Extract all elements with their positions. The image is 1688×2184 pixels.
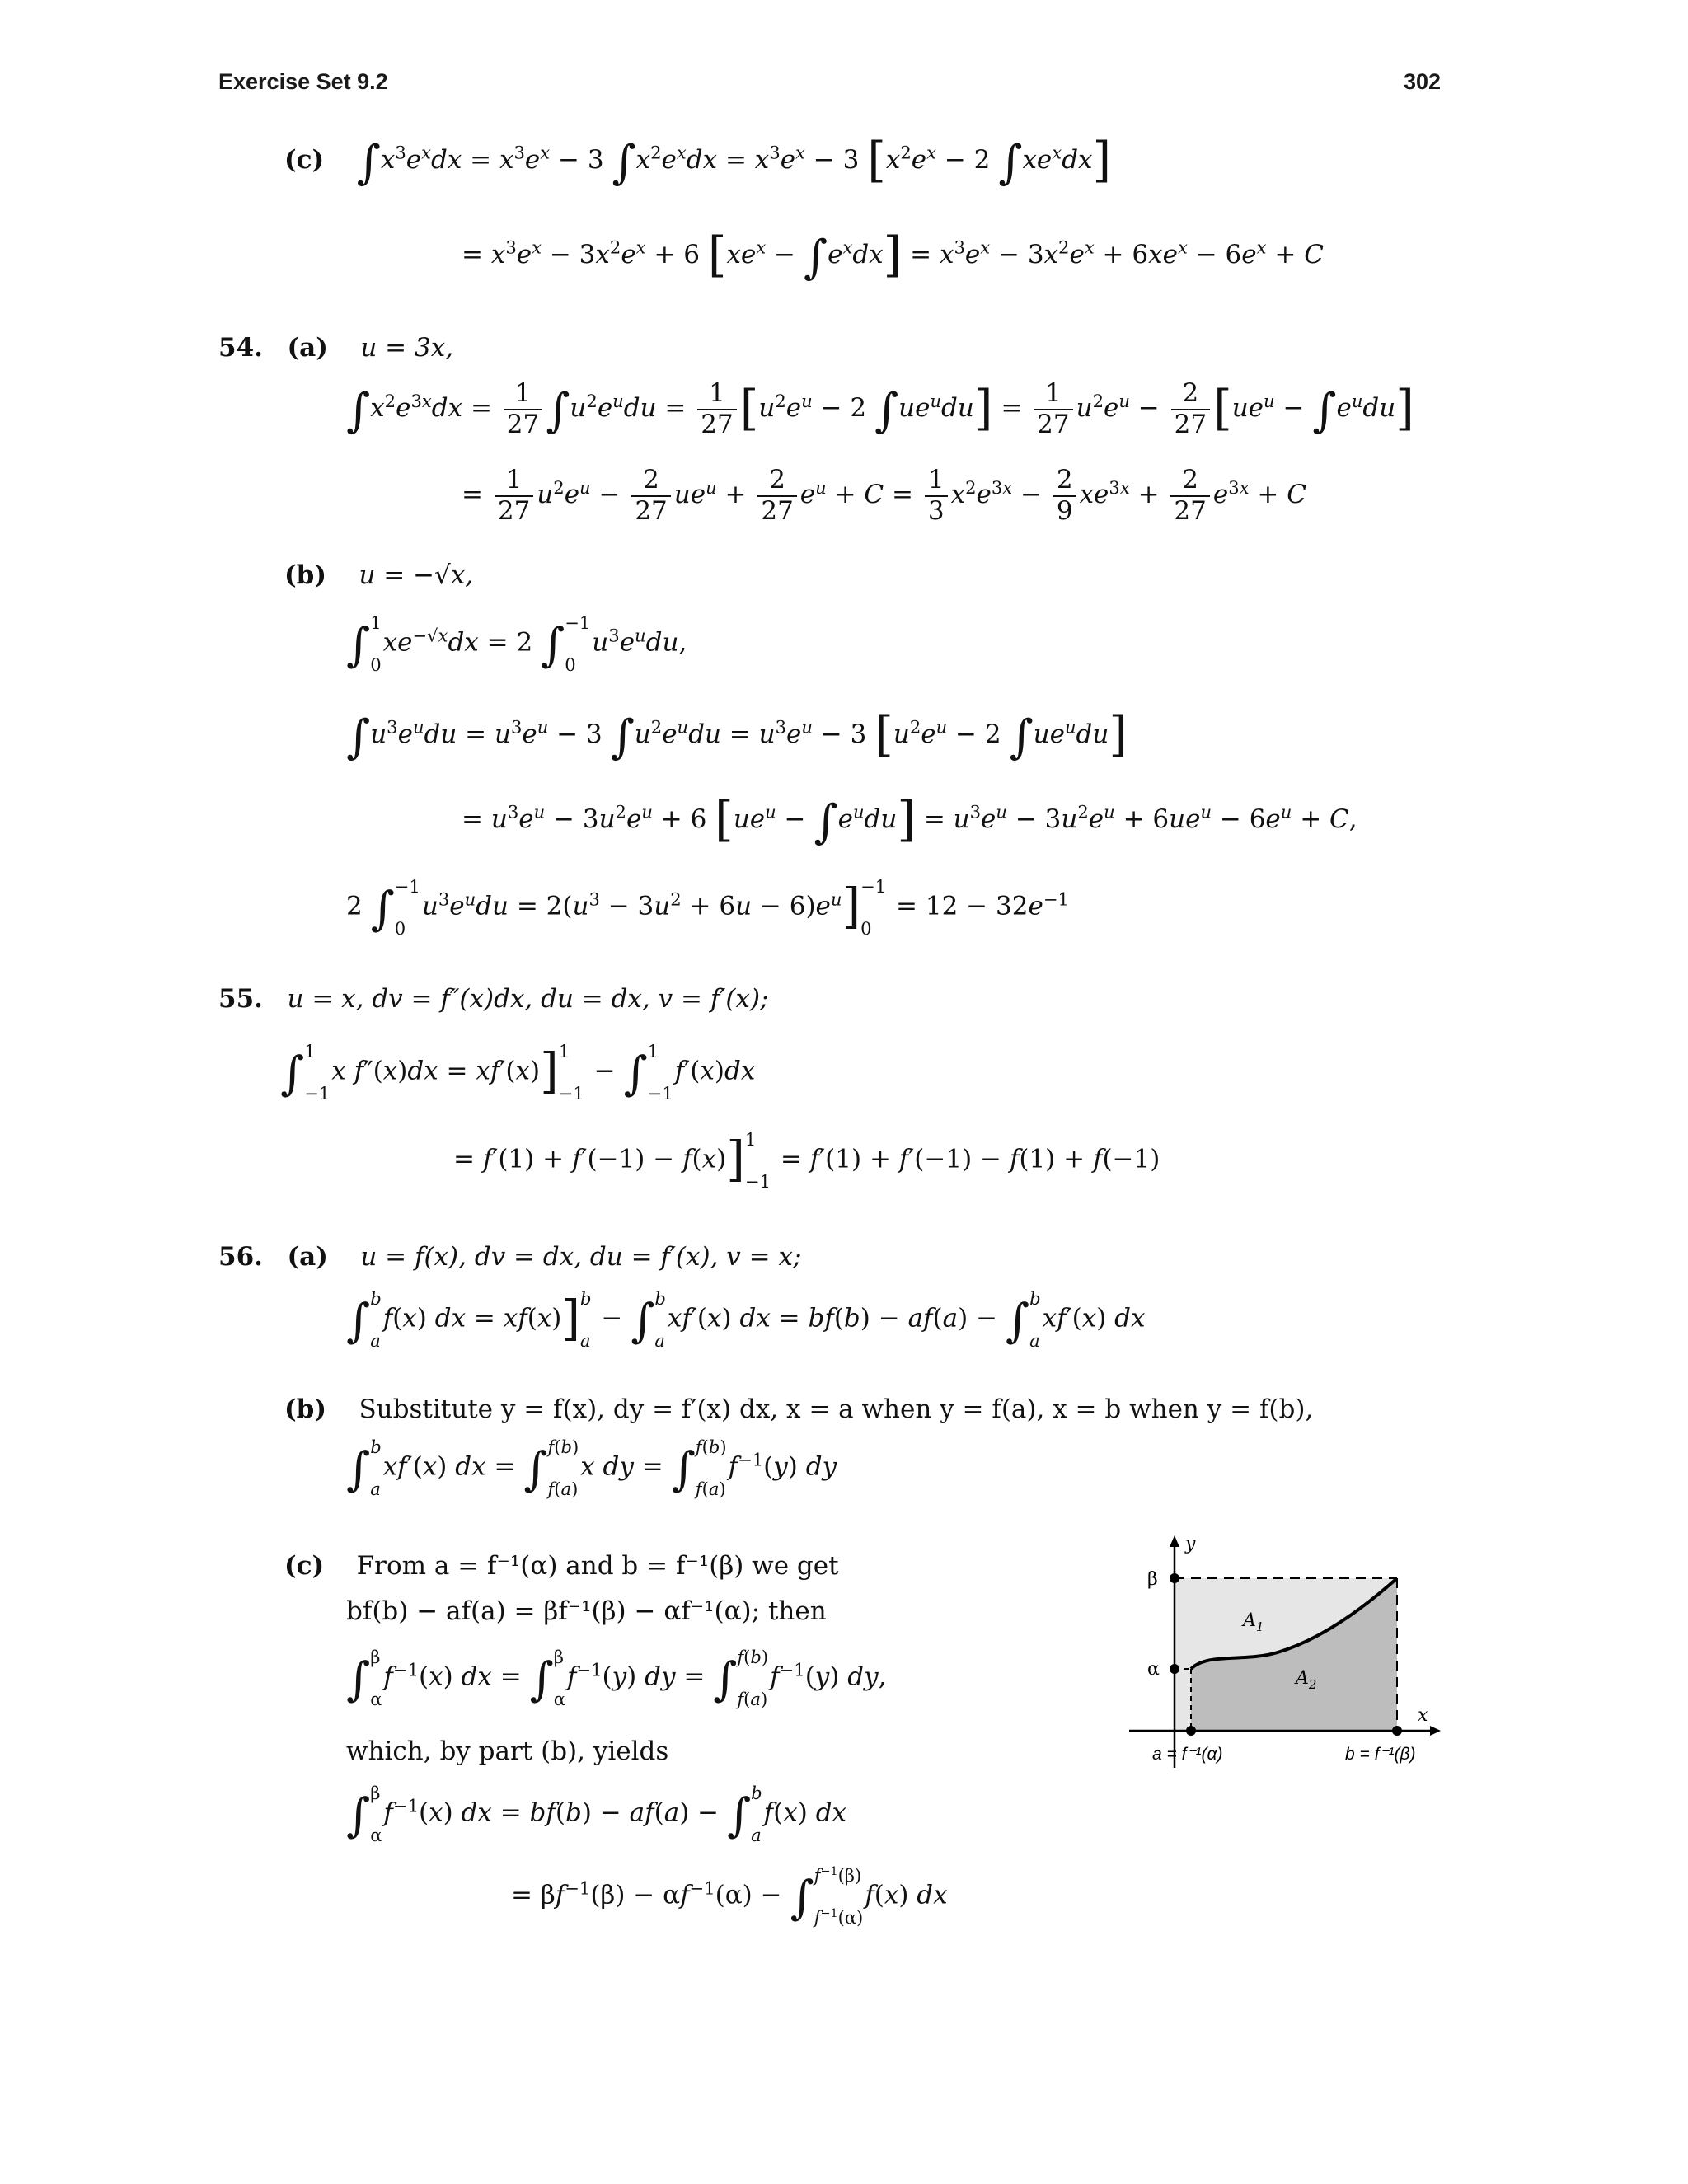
beta-point <box>1170 1573 1179 1583</box>
p54b-line3: = $u^3e^u - 3u^2e^u + 6$ $[ue^u - \int e^udu] = u^3e^u - 3u^2e^u + 6ue^u - 6e^u + C$, <box>462 791 1357 849</box>
a1-label: $A_1$ <box>1243 1610 1264 1634</box>
p56c-heading <box>284 1549 839 1582</box>
y-axis-label: y <box>1185 1534 1196 1554</box>
y-axis-arrow-icon <box>1170 1535 1179 1547</box>
running-header-title: Exercise Set 9.2 <box>218 69 388 94</box>
p54b-heading <box>284 559 473 592</box>
x-axis-label: x <box>1418 1705 1428 1726</box>
p54a-line2: = $\frac{1}{27}$ $u^2e^u$ − $\frac{2}{27}$ $ue^u$ + $\frac{2}{27}$ $e^u + C$ = $\frac{1}{3}$ $x^2e^{3x}$ − $\frac{2}{9}$ $xe^{3x}$ + $\frac{2}{27}$ $e^{3x} + C$ <box>462 465 1306 526</box>
p55-heading <box>218 982 769 1015</box>
p56c-text2: bf(b) − af(a) = βf⁻¹(β) − αf⁻¹(α); then <box>346 1596 827 1626</box>
p56c-text1: From a = f⁻¹(α) and b = f⁻¹(β) we get <box>356 1551 839 1581</box>
p54b-line2: $\int u^3e^udu = u^3e^u - 3$ $\int u^2e^udu = u^3e^u - 3$ [$u^2e^u - 2$ $\int ue^udu$] <box>346 706 1128 764</box>
p54a-label: (a) <box>287 333 328 363</box>
p56a-label: (a) <box>287 1242 328 1272</box>
p56-heading <box>218 1240 801 1273</box>
p56b-text: Substitute y = f(x), dy = f′(x) dx, x = a when y = f(a), x = b when y = f(b), <box>359 1394 1314 1424</box>
p56a-substitution: u = f(x), dv = dx, du = f′(x), v = x; <box>360 1242 802 1272</box>
p53c-line2: = $x^3e^x - 3x^2e^x + 6$ $[xe^x - \int e^xdx] = x^3e^x - 3x^2e^x + 6xe^x - 6e^x + C$ <box>462 227 1324 284</box>
p53c-label: (c) <box>284 145 325 175</box>
p56b-heading <box>284 1393 1313 1426</box>
p54b-line4: 2 ∫ −1 0 $u^3e^udu = 2(u^3 - 3u^2 + 6u - 6)e^u$] −1 0 = $12 - 32e^{-1}$ <box>346 876 1069 940</box>
inverse-function-area-figure <box>1129 1529 1442 1768</box>
p54b-line1: ∫ 1 0 $xe^{-√x}dx = 2$ ∫ −1 0 $u^3e^udu$, <box>346 612 687 676</box>
problem-number-56: 56. <box>218 1242 263 1272</box>
p56c-line1: ∫ β α $f^{-1}(x)$ dx = ∫ β α $f^{-1}(y)$ dy = ∫ f(b) f(a) $f^{-1}(y)$ dy, <box>346 1647 887 1710</box>
p56b-line1: ∫ b a xf′(x) dx = ∫ f(b) f(a) x dy = ∫ f(b) f(a) $f^{-1}(y)$ dy <box>346 1436 837 1500</box>
problem-number-55: 55. <box>218 984 263 1014</box>
a-axis-label: a = f⁻¹(α) <box>1152 1745 1223 1764</box>
p54a-line1: $\int x^2e^{3x}dx$ = $\frac{1}{27}$ $\int u^2e^udu$ = $\frac{1}{27}$ [$u^2e^u - 2$ $\int ue^udu$] = $\frac{1}{27}$ $u^2e^u$ − $\frac{2}{27}$ $[ue^u - \int e^udu]$ <box>346 378 1414 439</box>
p54a-substitution: u = 3x, <box>360 333 454 363</box>
p56c-line2: ∫ β α $f^{-1}(x)$ dx = bf(b) − af(a) − ∫ b a f(x) dx <box>346 1783 847 1846</box>
x-axis-arrow-icon <box>1430 1726 1441 1736</box>
p56b-label: (b) <box>284 1394 327 1424</box>
p55-line1: ∫ 1 −1 x f″(x)dx = xf′(x)] 1 −1 − ∫ 1 −1 f′(x)dx <box>280 1041 756 1104</box>
alpha-point <box>1170 1664 1179 1674</box>
p56c-line3: = $\beta f^{-1}(\beta) - \alpha f^{-1}(\alpha)$ − ∫ $f^{-1}(\beta)$ $f^{-1}(\alpha)$ f(x) dx <box>511 1864 948 1929</box>
p56c-text3: which, by part (b), yields <box>346 1736 669 1766</box>
a-point <box>1186 1726 1196 1736</box>
problem-number-54: 54. <box>218 333 263 363</box>
p54b-label: (b) <box>284 560 327 590</box>
b-axis-label: b = f⁻¹(β) <box>1345 1745 1416 1764</box>
p56c-text3-line <box>346 1735 668 1768</box>
p56c-label: (c) <box>284 1551 325 1581</box>
p55-substitution: u = x, dv = f″(x)dx, du = dx, v = f′(x); <box>287 984 769 1014</box>
a2-label: $A_2$ <box>1296 1668 1317 1692</box>
alpha-label: α <box>1147 1659 1160 1680</box>
p53c-line1: (c) $\int x^3e^xdx = x^3e^x - 3$ $\int x^2e^xdx = x^3e^x - 3$ [$x^2e^x - 2$ $\int xe^xdx$] <box>284 132 1112 190</box>
p54b-substitution: u = −√x, <box>359 560 474 590</box>
p56c-text2-line <box>346 1595 827 1628</box>
b-point <box>1392 1726 1402 1736</box>
p55-line2: = f′(1) + f′(−1) − f(x)] 1 −1 = f′(1) + f′(−1) − f(1) + f(−1) <box>453 1129 1160 1193</box>
page-number: 302 <box>1403 69 1441 94</box>
p54-heading <box>218 331 453 364</box>
beta-label: β <box>1147 1569 1158 1590</box>
p56a-line1: ∫ b a f(x) dx = xf(x)] b a − ∫ b a xf′(x) dx = bf(b) − af(a) − ∫ b a xf′(x) dx <box>346 1288 1146 1352</box>
